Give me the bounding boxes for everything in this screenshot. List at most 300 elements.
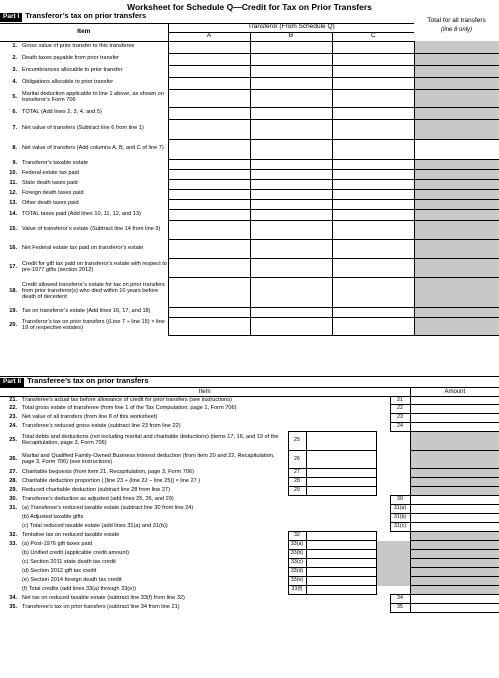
line-number: 18. (9, 288, 17, 295)
column-b-input-cell[interactable] (250, 199, 332, 209)
line-number: 7. (12, 125, 17, 132)
part2-row (0, 405, 499, 414)
column-c-header: C (332, 32, 414, 41)
part1-row (0, 77, 499, 89)
sub-line-label: 33(d) (288, 568, 306, 577)
amount-input (410, 487, 499, 496)
total-cell (414, 277, 499, 307)
amount-line-label: 31(a) (390, 505, 410, 514)
line-description: Net value of transfers (Add columns A, B, and C of line 7) (22, 145, 164, 152)
amount-input[interactable] (410, 405, 499, 414)
line-description: (a) Transferee’s reduced taxable estate (subtract line 30 from line 24) (22, 505, 194, 512)
line-number: 16. (9, 244, 17, 251)
part2-row (0, 514, 499, 523)
part2-row (0, 423, 499, 432)
amount-line-label: 35 (390, 604, 410, 613)
part1-header (0, 12, 414, 23)
part1-row (0, 53, 499, 65)
line-description: Other death taxes paid (22, 200, 79, 207)
part2-row (0, 432, 499, 451)
sub-line-label: 33(c) (288, 559, 306, 568)
spacer-cell (376, 397, 390, 405)
sub-amount-input[interactable] (306, 559, 376, 568)
amount-input (410, 577, 499, 586)
part2-row (0, 451, 499, 469)
total-cell (414, 199, 499, 209)
column-a-input-cell[interactable] (168, 139, 250, 159)
mid-line-label: 29 (288, 487, 306, 496)
spacer-cell (306, 496, 376, 505)
spacer-cell (390, 586, 410, 595)
column-b-input-cell[interactable] (250, 307, 332, 317)
line-description: Transferor’s taxable estate (22, 160, 89, 167)
column-c-input-cell[interactable] (332, 220, 414, 239)
spacer-cell (288, 414, 306, 423)
sub-line-label: 33(b) (288, 550, 306, 559)
amount-input[interactable] (410, 505, 499, 514)
line-number: 11. (9, 180, 17, 187)
total-cell (414, 77, 499, 89)
line-description: (a) Post-1976 gift taxes paid (22, 541, 92, 548)
line-description: Total gross estate of transferee (from line 1 of the Tax Computation, page 1, Form 706) (22, 405, 237, 412)
line-number (0, 523, 20, 532)
spacer-cell (288, 397, 306, 405)
spacer-cell (376, 559, 390, 568)
sub-amount-input[interactable] (306, 550, 376, 559)
amount-input[interactable] (410, 514, 499, 523)
part2-row (0, 414, 499, 423)
mid-amount-input[interactable] (306, 478, 376, 487)
line-description: Transferee’s deduction as adjusted (add lines 25, 26, and 29) (22, 496, 174, 503)
total-cell (414, 169, 499, 179)
total-cell (414, 41, 499, 53)
column-c-input-cell[interactable] (332, 179, 414, 189)
column-c-input-cell[interactable] (332, 317, 414, 335)
amount-line-label: 31(b) (390, 514, 410, 523)
line-number: 31. (9, 505, 17, 512)
spacer-cell (376, 432, 390, 451)
part2-row (0, 577, 499, 586)
mid-amount-input[interactable] (306, 432, 376, 451)
amount-line-label: 31(c) (390, 523, 410, 532)
amount-input (410, 559, 499, 568)
total-cell (414, 179, 499, 189)
total-cell (414, 317, 499, 335)
line-description: (d) Section 2012 gift tax credit (22, 568, 97, 575)
amount-line-label: 21 (390, 397, 410, 405)
amount-line-label: 22 (390, 405, 410, 414)
line-number: 27. (9, 469, 17, 476)
column-a-input-cell[interactable] (168, 179, 250, 189)
part2-row (0, 478, 499, 487)
column-c-input-cell[interactable] (332, 139, 414, 159)
column-a-input-cell[interactable] (168, 159, 250, 169)
line-description: Reduced charitable deduction (subtract line 28 from line 27) (22, 487, 171, 494)
column-c-input-cell[interactable] (332, 169, 414, 179)
line-description: Net tax on reduced taxable estate (subtract line 33(f) from line 32) (22, 595, 185, 602)
spacer-cell (376, 577, 390, 586)
line-description: Gross value of prior transfer to this transferee (22, 43, 135, 50)
line-number: 26. (9, 455, 17, 462)
column-a-input-cell[interactable] (168, 199, 250, 209)
line-number: 20. (9, 322, 17, 329)
part1-row (0, 179, 499, 189)
column-a-input-cell[interactable] (168, 53, 250, 65)
line-description: Net Federal estate tax paid on transferor’s estate (22, 244, 144, 251)
spacer-cell (306, 604, 376, 613)
spacer-cell (390, 478, 410, 487)
column-b-input-cell[interactable] (250, 220, 332, 239)
column-c-input-cell[interactable] (332, 189, 414, 199)
amount-line-label: 23 (390, 414, 410, 423)
part1-row (0, 139, 499, 159)
column-b-input-cell[interactable] (250, 159, 332, 169)
line-description: Net value of transfers (Subtract line 6 from line 1) (22, 125, 144, 132)
column-c-input-cell[interactable] (332, 199, 414, 209)
mid-amount-input[interactable] (306, 532, 376, 541)
line-number: 3. (12, 67, 17, 74)
part2-row (0, 505, 499, 514)
spacer-cell (376, 514, 390, 523)
line-description: State death taxes paid (22, 180, 78, 187)
spacer-cell (306, 505, 376, 514)
amount-input[interactable] (410, 604, 499, 613)
column-c-input-cell[interactable] (332, 119, 414, 139)
line-number: 5. (12, 94, 17, 101)
column-a-input-cell[interactable] (168, 77, 250, 89)
column-c-input-cell[interactable] (332, 89, 414, 107)
line-description: Marital and Qualified Family-Owned Business Interest deduction (from item 20 and 22, Recapitulation, page 3, Form 706) (see instructions) (22, 452, 275, 465)
column-b-input-cell[interactable] (250, 189, 332, 199)
spacer-cell (390, 469, 410, 478)
spacer-cell (288, 604, 306, 613)
column-a-input-cell[interactable] (168, 107, 250, 119)
spacer-cell (390, 568, 410, 577)
mid-amount-input[interactable] (306, 487, 376, 496)
part1-row (0, 258, 499, 277)
column-b-input-cell[interactable] (250, 317, 332, 335)
part2-row (0, 604, 499, 613)
part1-row (0, 107, 499, 119)
line-description: Charitable deduction proportion ( [line 23 ÷ (line 22 − line 25)] × line 27 ) (22, 478, 201, 485)
column-c-input-cell[interactable] (332, 258, 414, 277)
item-header: Item (0, 388, 410, 397)
spacer-cell (376, 469, 390, 478)
line-description: Encumbrances allocable to prior transfer (22, 67, 123, 74)
spacer-cell (288, 523, 306, 532)
column-c-input-cell[interactable] (332, 65, 414, 77)
total-header-label: Total for all transfers (427, 17, 486, 24)
column-c-input-cell[interactable] (332, 209, 414, 220)
spacer-cell (390, 559, 410, 568)
amount-line-label: 30 (390, 496, 410, 505)
line-description: Value of transferor’s estate (Subtract line 14 from line 9) (22, 225, 161, 232)
part2-badge: Part II (0, 378, 24, 387)
amount-header: Amount (410, 388, 499, 397)
part2-row (0, 469, 499, 478)
spacer-cell (390, 532, 410, 541)
line-number: 6. (12, 109, 17, 116)
column-a-input-cell[interactable] (168, 89, 250, 107)
part2-row (0, 550, 499, 559)
line-number: 35. (9, 604, 17, 611)
total-cell (414, 220, 499, 239)
total-cell (414, 209, 499, 220)
column-b-input-cell[interactable] (250, 89, 332, 107)
spacer-cell (288, 505, 306, 514)
column-b-input-cell[interactable] (250, 119, 332, 139)
line-number: 12. (9, 190, 17, 197)
mid-amount-input[interactable] (306, 469, 376, 478)
line-description: (c) Total reduced taxable estate (add lines 31(a) and 31(b)) (22, 523, 168, 530)
spacer-cell (288, 496, 306, 505)
spacer-cell (390, 550, 410, 559)
column-b-input-cell[interactable] (250, 53, 332, 65)
column-a-input-cell[interactable] (168, 169, 250, 179)
column-c-input-cell[interactable] (332, 77, 414, 89)
column-a-input-cell[interactable] (168, 220, 250, 239)
total-cell (414, 89, 499, 107)
line-number: 23. (9, 414, 17, 421)
mid-line-label: 33(f) (288, 586, 306, 595)
column-a-input-cell[interactable] (168, 239, 250, 258)
amount-input[interactable] (410, 414, 499, 423)
spacer-cell (376, 550, 390, 559)
line-description: Total debts and deductions (not including marital and charitable deductions) (items 17, 16, and 19 of the Recapitulation, page 3, Form 706) (22, 434, 279, 446)
spacer-cell (376, 405, 390, 414)
mid-amount-input[interactable] (306, 586, 376, 595)
spacer-cell (390, 541, 410, 550)
part2-row (0, 487, 499, 496)
line-number: 17. (9, 263, 17, 270)
part1-row (0, 169, 499, 179)
transferor-header: Transferor (From Schedule Q) (168, 23, 414, 32)
spacer-cell (376, 541, 390, 550)
line-number: 30. (9, 496, 17, 503)
spacer-cell (306, 397, 376, 405)
amount-input[interactable] (410, 595, 499, 604)
part1-heading: Transferor’s tax on prior transfers (25, 12, 147, 21)
column-b-input-cell[interactable] (250, 169, 332, 179)
total-cell (414, 119, 499, 139)
mid-amount-input[interactable] (306, 451, 376, 469)
amount-input[interactable] (410, 523, 499, 532)
spacer-cell (376, 487, 390, 496)
column-a-input-cell[interactable] (168, 41, 250, 53)
amount-input (410, 568, 499, 577)
line-number: 28. (9, 478, 17, 485)
line-description: (e) Section 2014 foreign death tax credit (22, 577, 122, 584)
part1-row (0, 277, 499, 307)
total-cell (414, 159, 499, 169)
amount-input[interactable] (410, 423, 499, 432)
column-b-input-cell[interactable] (250, 209, 332, 220)
line-description: Net value of all transfers (from line 8 of this worksheet) (22, 414, 158, 421)
column-b-input-cell[interactable] (250, 65, 332, 77)
line-description: Credit for gift tax paid on transferor’s estate with respect to pre-1977 gifts (section 2012) (22, 260, 167, 273)
amount-input (410, 532, 499, 541)
line-description: Federal estate tax paid (22, 170, 79, 177)
line-number: 29. (9, 487, 17, 494)
spacer-cell (376, 478, 390, 487)
line-description: (f) Total credits (add lines 33(a) through 33(e)) (22, 586, 136, 593)
amount-input[interactable] (410, 397, 499, 405)
spacer-cell (306, 595, 376, 604)
spacer-cell (306, 405, 376, 414)
spacer-cell (376, 595, 390, 604)
line-number: 21. (9, 396, 17, 403)
column-c-input-cell[interactable] (332, 41, 414, 53)
sub-amount-input[interactable] (306, 577, 376, 586)
column-c-input-cell[interactable] (332, 53, 414, 65)
mid-line-label: 27 (288, 469, 306, 478)
column-b-input-cell[interactable] (250, 77, 332, 89)
column-a-input-cell[interactable] (168, 258, 250, 277)
column-b-header: B (250, 32, 332, 41)
spacer-cell (376, 604, 390, 613)
total-cell (414, 189, 499, 199)
spacer-cell (390, 487, 410, 496)
line-number: 8. (12, 145, 17, 152)
amount-input[interactable] (410, 496, 499, 505)
part2-row (0, 496, 499, 505)
line-description: (b) Adjusted taxable gifts (22, 514, 84, 521)
part1-table (0, 12, 499, 336)
column-c-input-cell[interactable] (332, 277, 414, 307)
part1-row (0, 307, 499, 317)
line-number: 4. (12, 79, 17, 86)
line-number (0, 559, 20, 568)
total-header-sub: (line 8 only) (441, 26, 473, 33)
part1-row (0, 209, 499, 220)
amount-input (410, 586, 499, 595)
column-b-input-cell[interactable] (250, 107, 332, 119)
mid-line-label: 28 (288, 478, 306, 487)
part2-row (0, 523, 499, 532)
column-a-input-cell[interactable] (168, 209, 250, 220)
line-number: 32. (9, 532, 17, 539)
spacer-cell (376, 423, 390, 432)
part1-badge: Part I (0, 13, 22, 22)
amount-line-label: 34 (390, 595, 410, 604)
total-cell[interactable] (414, 139, 499, 159)
amount-input (410, 469, 499, 478)
column-b-input-cell[interactable] (250, 139, 332, 159)
part1-row (0, 189, 499, 199)
line-number (0, 577, 20, 586)
line-number (0, 586, 20, 595)
line-number: 10. (9, 170, 17, 177)
amount-input (410, 478, 499, 487)
line-description: Tax on transferor’s estate (Add lines 16, 17, and 18) (22, 308, 151, 315)
line-description: Obligations allocable to prior transfer (22, 79, 114, 86)
column-a-input-cell[interactable] (168, 317, 250, 335)
part2-row (0, 595, 499, 604)
spacer-cell (376, 505, 390, 514)
column-a-input-cell[interactable] (168, 307, 250, 317)
total-cell (414, 107, 499, 119)
part2-header (0, 377, 499, 388)
spacer-cell (288, 595, 306, 604)
amount-input (410, 451, 499, 469)
line-number: 15. (9, 225, 17, 232)
line-number (0, 568, 20, 577)
part1-row (0, 89, 499, 107)
spacer-cell (390, 451, 410, 469)
part1-row (0, 199, 499, 209)
column-a-header: A (168, 32, 250, 41)
column-a-input-cell[interactable] (168, 189, 250, 199)
column-a-input-cell[interactable] (168, 277, 250, 307)
column-b-input-cell[interactable] (250, 41, 332, 53)
part2-row (0, 532, 499, 541)
line-number: 24. (9, 423, 17, 430)
total-cell (414, 307, 499, 317)
sub-amount-input[interactable] (306, 568, 376, 577)
line-description: Transferee’s reduced gross estate (subtract line 23 from line 22) (22, 423, 181, 430)
spacer-cell (376, 532, 390, 541)
spacer-cell (376, 586, 390, 595)
column-b-input-cell[interactable] (250, 277, 332, 307)
item-header: Item (0, 23, 168, 41)
amount-input (410, 550, 499, 559)
sub-line-label: 33(a) (288, 541, 306, 550)
spacer-cell (376, 414, 390, 423)
amount-input (410, 541, 499, 550)
line-number: 25. (9, 437, 17, 444)
column-b-input-cell[interactable] (250, 179, 332, 189)
part2-row (0, 568, 499, 577)
part2-row (0, 541, 499, 550)
mid-line-label: 32 (288, 532, 306, 541)
part1-row (0, 65, 499, 77)
line-description: TOTAL (Add lines 2, 3, 4, and 5) (22, 109, 102, 116)
part1-row (0, 119, 499, 139)
column-c-input-cell[interactable] (332, 239, 414, 258)
part2-heading: Transferee’s tax on prior transfers (27, 376, 149, 386)
line-description: Charitable bequests (from item 21, Recapitulation, page 3, Form 706) (22, 469, 194, 476)
line-description: Transferee’s actual tax before allowance of credit for prior transfers (see instructions) (22, 396, 232, 403)
spacer-cell (390, 432, 410, 451)
line-description: Foreign death taxes paid (22, 190, 84, 197)
line-number (0, 550, 20, 559)
spacer-cell (288, 405, 306, 414)
part1-row (0, 239, 499, 258)
line-description: (c) Section 2011 state death tax credit (22, 559, 116, 566)
column-a-input-cell[interactable] (168, 119, 250, 139)
line-number: 19. (9, 308, 17, 315)
line-description: Tentative tax on reduced taxable estate (22, 532, 120, 539)
spacer-cell (306, 523, 376, 532)
column-b-input-cell[interactable] (250, 258, 332, 277)
total-cell (414, 53, 499, 65)
sub-amount-input[interactable] (306, 541, 376, 550)
total-cell (414, 65, 499, 77)
line-number: 9. (12, 160, 17, 167)
part2-table (0, 376, 499, 613)
column-c-input-cell[interactable] (332, 307, 414, 317)
line-number: 1. (12, 43, 17, 50)
column-b-input-cell[interactable] (250, 239, 332, 258)
spacer-cell (306, 414, 376, 423)
line-number: 34. (9, 595, 17, 602)
column-c-input-cell[interactable] (332, 159, 414, 169)
column-c-input-cell[interactable] (332, 107, 414, 119)
column-a-input-cell[interactable] (168, 65, 250, 77)
spacer-cell (288, 514, 306, 523)
spacer-cell (306, 423, 376, 432)
part2-row (0, 559, 499, 568)
